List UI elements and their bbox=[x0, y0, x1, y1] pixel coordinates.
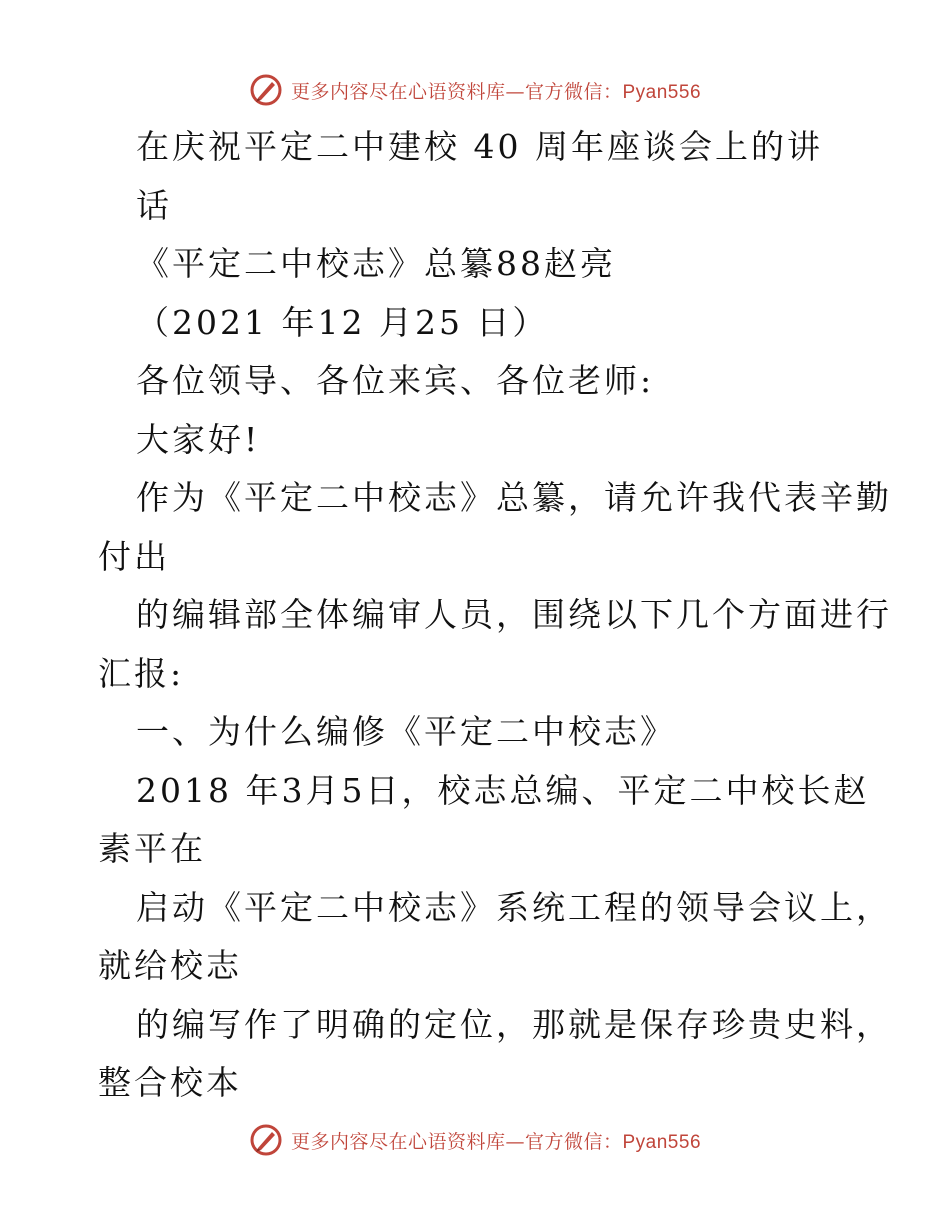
watermark-wechat-id: Pyan556 bbox=[622, 1131, 702, 1153]
quill-pen-circle-icon bbox=[249, 73, 283, 107]
quill-pen-circle-icon bbox=[249, 1123, 283, 1157]
watermark-banner-bottom bbox=[0, 1120, 950, 1160]
watermark-text bbox=[291, 1127, 701, 1154]
text-line: 的编辑部全体编审人员，围绕以下几个方面进行 bbox=[136, 595, 892, 634]
text-line: 付出 bbox=[98, 536, 170, 576]
text-line: 就给校志 bbox=[98, 946, 242, 985]
document-body bbox=[98, 118, 892, 1113]
text-line: 作为《平定二中校志》总纂，请允许我代表辛勤 bbox=[136, 478, 892, 517]
text-line: 在庆祝平定二中建校 40 周年座谈会上的讲 bbox=[136, 127, 823, 166]
text-line: （2021 年12 月25 日） bbox=[136, 302, 549, 342]
text-line: 启动《平定二中校志》系统工程的领导会议上， bbox=[136, 887, 892, 927]
text-line: 各位领导、各位来宾、各位老师: bbox=[136, 361, 655, 400]
watermark-label: 更多内容尽在心语资料库—官方微信： bbox=[290, 1130, 623, 1153]
text-line: 汇报: bbox=[98, 653, 185, 693]
watermark-label: 更多内容尽在心语资料库—官方微信： bbox=[290, 80, 623, 103]
text-line: 话 bbox=[136, 185, 172, 225]
text-line: 素平在 bbox=[98, 829, 206, 868]
text-line: 《平定二中校志》总纂88赵亮 bbox=[136, 244, 616, 283]
text-line: 整合校本 bbox=[98, 1063, 242, 1102]
text-line: 一、为什么编修《平定二中校志》 bbox=[136, 712, 676, 751]
text-line: 2018 年3月5日，校志总编、平定二中校长赵 bbox=[136, 770, 870, 810]
text-line: 大家好! bbox=[136, 419, 261, 459]
watermark-text bbox=[291, 77, 701, 104]
watermark-banner-top bbox=[0, 70, 950, 110]
text-line: 的编写作了明确的定位，那就是保存珍贵史料， bbox=[136, 1004, 892, 1044]
watermark-wechat-id: Pyan556 bbox=[622, 81, 702, 103]
